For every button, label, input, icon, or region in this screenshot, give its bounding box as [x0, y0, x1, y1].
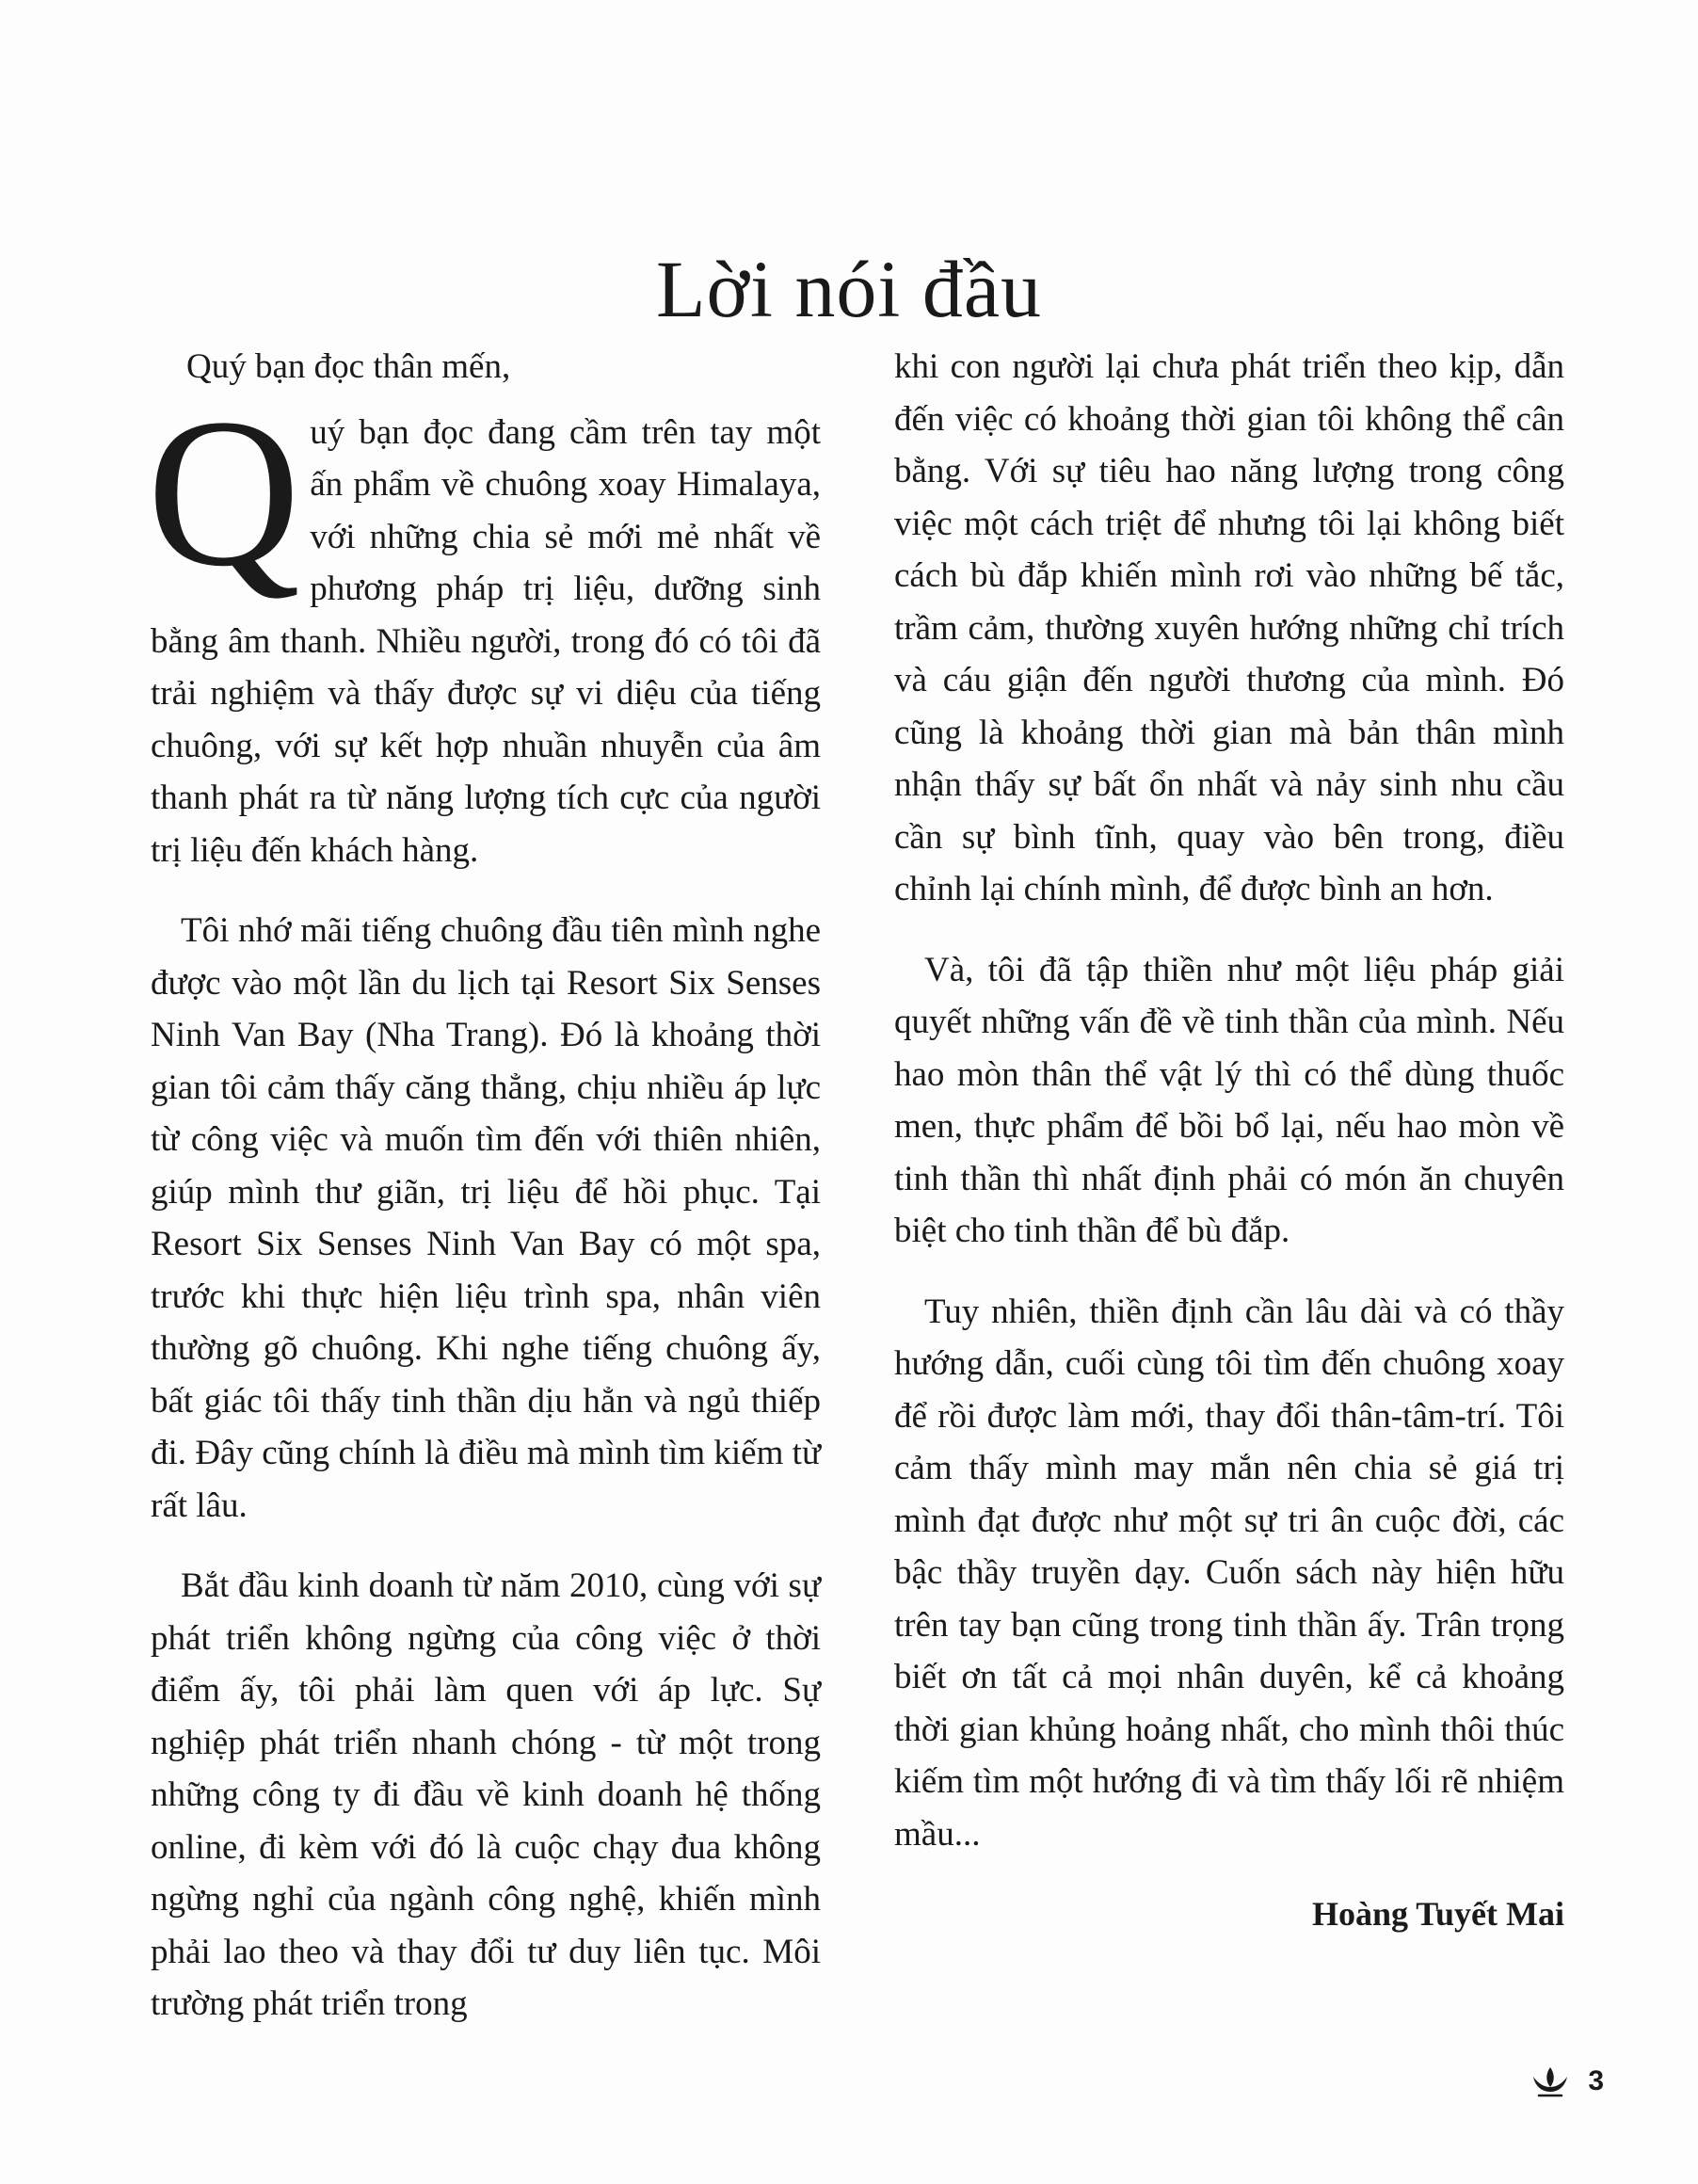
page-footer — [1530, 2064, 1604, 2099]
salutation: Quý bạn đọc thân mến, — [186, 347, 511, 386]
intro-paragraph — [147, 374, 821, 877]
author-signature: Hoàng Tuyết Mai — [1311, 1895, 1564, 1933]
page-title: Lời nói đầu — [656, 243, 1042, 334]
paragraph-meditation: Và, tôi đã tập thiền như một liệu pháp giải quyết những vấn đề về tinh thần của mình. Nếu hao mòn thân thể vật lý thì có thể dùng thuốc men, thực phẩm để bồi bổ lại, nếu hao mòn về tinh thần thì nhất định phải có món ăn chuyên biệt cho tinh thần để bù đắp. — [894, 950, 1564, 1250]
intro-paragraph-text: uý bạn đọc đang cầm trên tay một ấn phẩm về chuông xoay Himalaya, với những chia sẻ mới mẻ nhất về phương pháp trị liệu, dưỡng sinh bằng âm thanh. Nhiều người, trong đó có tôi đã trải nghiệm và thấy được sự vi diệu của tiếng chuông, với sự kết hợp nhuần nhuyễn của âm thanh phát ra từ năng lượng tích cực của người trị liệu đến khách hàng. — [151, 412, 821, 870]
lotus-icon — [1530, 2064, 1571, 2099]
left-column — [147, 341, 821, 2059]
right-column — [894, 341, 1564, 1941]
paragraph-business-continued: khi con người lại chưa phát triển theo kịp, dẫn đến việc có khoảng thời gian tôi không thể cân bằng. Với sự tiêu hao năng lượng trong công việc một cách triệt để nhưng tôi lại không biết cách bù đắp khiến mình rơi vào những bế tắc, trầm cảm, thường xuyên hướng những chỉ trích và cáu giận đến người thương của mình. Đó cũng là khoảng thời gian mà bản thân mình nhận thấy sự bất ổn nhất và nảy sinh nhu cầu cần sự bình tĩnh, quay vào bên trong, điều chỉnh lại chính mình, để được bình an hơn. — [894, 347, 1564, 908]
page-number: 3 — [1588, 2065, 1604, 2096]
drop-cap: Q — [147, 374, 301, 610]
paragraph-singing-bowl: Tuy nhiên, thiền định cần lâu dài và có thầy hướng dẫn, cuối cùng tôi tìm đến chuông xoay để rồi được làm mới, thay đổi thân-tâm-trí. Tôi cảm thấy mình may mắn nên chia sẻ giá trị mình đạt được như một sự tri ân cuộc đời, các bậc thầy truyền dạy. Cuốn sách này hiện hữu trên tay bạn cũng trong tinh thần ấy. Trân trọng biết ơn tất cả mọi nhân duyên, kể cả khoảng thời gian khủng hoảng nhất, cho mình thôi thúc kiếm tìm một hướng đi và tìm thấy lối rẽ nhiệm mầu... — [894, 1292, 1564, 1854]
paragraph-resort-memory: Tôi nhớ mãi tiếng chuông đầu tiên mình nghe được vào một lần du lịch tại Resort Six Senses Ninh Van Bay (Nha Trang). Đó là khoảng thời gian tôi cảm thấy căng thẳng, chịu nhiều áp lực từ công việc và muốn tìm đến với thiên nhiên, giúp mình thư giãn, trị liệu để hồi phục. Tại Resort Six Senses Ninh Van Bay có một spa, trước khi thực hiện liệu trình spa, nhân viên thường gõ chuông. Khi nghe tiếng chuông ấy, bất giác tôi thấy tinh thần dịu hẳn và ngủ thiếp đi. Đây cũng chính là điều mà mình tìm kiếm từ rất lâu. — [151, 911, 821, 1525]
paragraph-business-start: Bắt đầu kinh doanh từ năm 2010, cùng với sự phát triển không ngừng của công việc ở thời điểm ấy, tôi phải làm quen với áp lực. Sự nghiệp phát triển nhanh chóng - từ một trong những công ty đi đầu về kinh doanh hệ thống online, đi kèm với đó là cuộc chạy đua không ngừng nghỉ của ngành công nghệ, khiến mình phải lao theo và thay đổi tư duy liên tục. Môi trường phát triển trong — [151, 1566, 821, 2023]
